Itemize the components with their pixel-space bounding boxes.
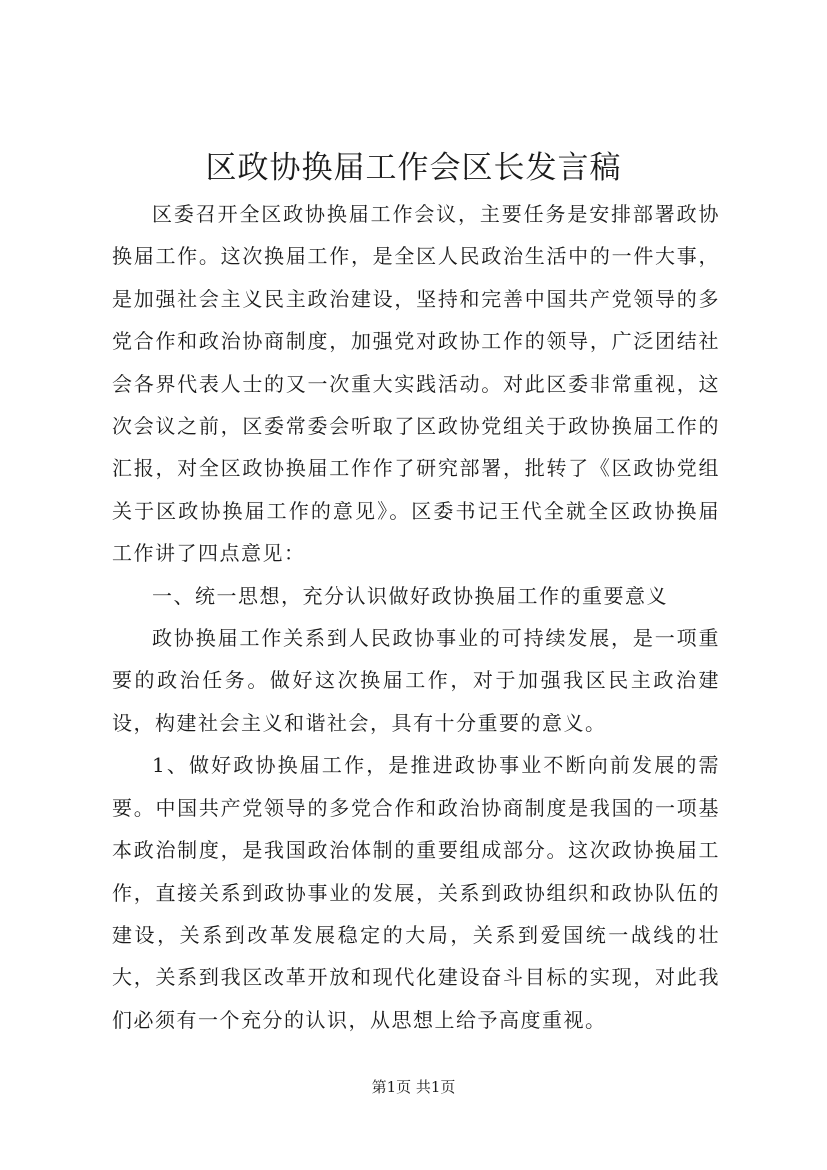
document-title: 区政协换届工作会区长发言稿	[205, 150, 622, 186]
paragraph-section-heading: 一、统一思想，充分认识做好政协换届工作的重要意义	[152, 583, 668, 608]
paragraph-intro: 区委召开全区政协换届工作会议，主要任务是安排部署政协换届工作。这次换届工作，是全区人民政治生活中的一件大事，是加强社会主义民主政治建设，坚持和完善中国共产党领导的多党合作和政治协商制度，加强党对政协工作的领导，广泛团结社会各界代表人士的又一次重大实践活动。对此区委非常重视，这次会议之前，区委常委会听取了区政协党组关于政协换届工作的汇报，对全区政协换届工作作了研究部署，批转了《区政协党组关于区政协换届工作的意见》。区委书记王代全就全区政协换届工作讲了四点意见：	[112, 202, 720, 566]
paragraph-significance: 政协换届工作关系到人民政协事业的可持续发展，是一项重要的政治任务。做好这次换届工作，对于加强我区民主政治建设，构建社会主义和谐社会，具有十分重要的意义。	[112, 626, 720, 735]
document-body	[112, 193, 720, 1041]
page-footer: 第1页 共1页	[371, 1078, 456, 1096]
paragraph-point-1: 1、做好政协换届工作，是推进政协事业不断向前发展的需要。中国共产党领导的多党合作和政治协商制度是我国的一项基本政治制度，是我国政治体制的重要组成部分。这次政协换届工作，直接关系到政协事业的发展，关系到政协组织和政协队伍的建设，关系到改革发展稳定的大局，关系到爱国统一战线的壮大，关系到我区改革开放和现代化建设奋斗目标的实现，对此我们必须有一个充分的认识，从思想上给予高度重视。	[112, 753, 720, 1032]
